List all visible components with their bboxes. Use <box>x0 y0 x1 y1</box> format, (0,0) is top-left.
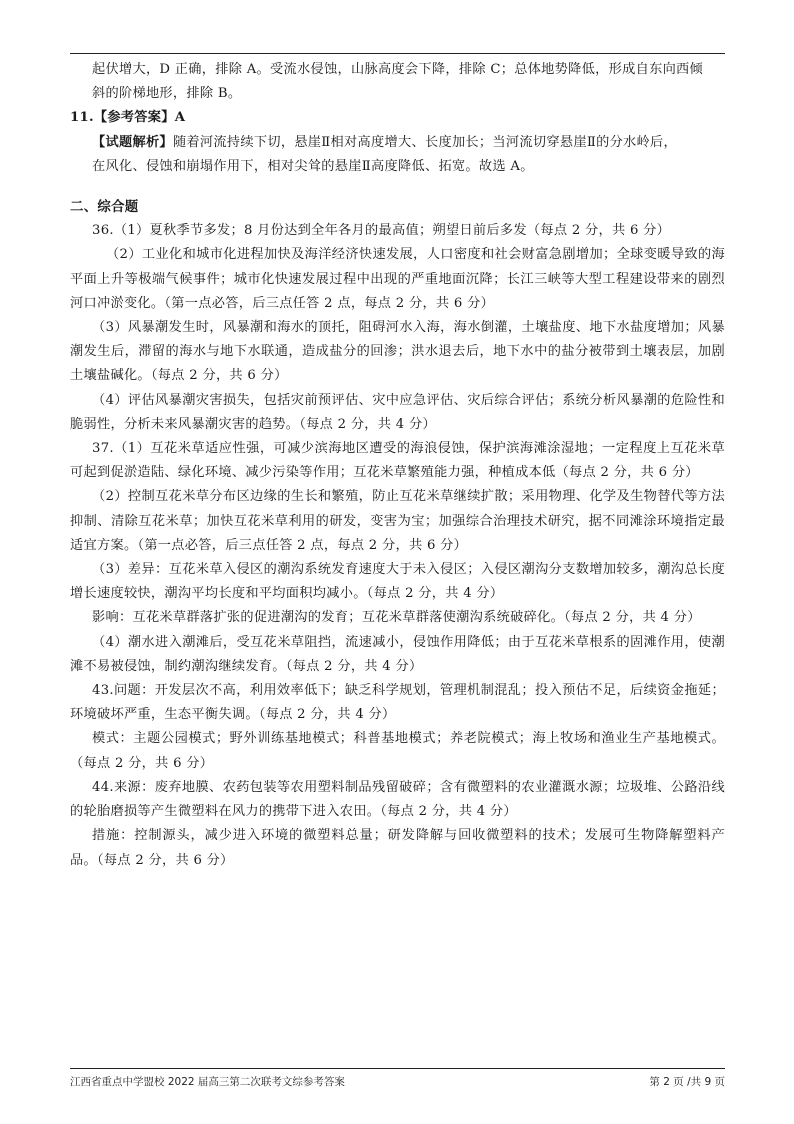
q37-part-2: （2）控制互花米草分布区边缘的生长和繁殖，防止互花米草继续扩散；采用物理、化学及生物替代等方法抑制、清除互花米草；加快互花米草利用的研发，变害为宝；加强综合治理技术研究，据不同滩涂环境指定最适宜方案。（第一点必答，后三点任答 2 点，每点 2 分，共 6 分） <box>70 489 725 553</box>
q43-problems: 43.问题：开发层次不高，利用效率低下；缺乏科学规划，管理机制混乱；投入预估不足，后续资金拖延；环境破坏严重，生态平衡失调。（每点 2 分，共 4 分） <box>70 683 725 723</box>
q10-tail-line-2: 斜的阶梯地形，排除 B。 <box>92 86 242 102</box>
footer-page-number: 第 2 页 /共 9 页 <box>649 1076 725 1088</box>
q36-part-1: 36.（1）夏秋季节多发；8 月份达到全年各月的最高值；朔望日前后多发（每点 2 分，共 6 分） <box>92 223 671 239</box>
q10-tail-line-1: 起伏增大，D 正确，排除 A。受流水侵蚀，山脉高度会下降，排除 C；总体地势降低，形成自东向西倾 <box>92 62 704 77</box>
q36-part-4: （4）评估风暴潮灾害损失，包括灾前预评估、灾中应急评估、灾后综合评估；系统分析风暴潮的危险性和脆弱性，分析未来风暴潮灾害的趋势。（每点 2 分，共 4 分） <box>70 392 725 432</box>
q11-analysis-line-2: 在风化、侵蚀和崩塌作用下，相对尖耸的悬崖Ⅱ高度降低、拓宽。故选 A。 <box>92 158 534 174</box>
analysis-tag: 【试题解析】 <box>92 134 173 150</box>
answer-content <box>70 58 725 873</box>
q37-part-3-impact: 影响：互花米草群落扩张的促进潮沟的发育；互花米草群落使潮沟系统破碎化。（每点 2 分，共 4 分） <box>92 610 701 626</box>
footer-exam-title: 江西省重点中学盟校 2022 届高三第二次联考文综参考答案 <box>70 1076 345 1088</box>
q44-sources: 44.来源：废弃地膜、农药包装等农用塑料制品残留破碎；含有微塑料的农业灌溉水源；垃圾堆、公路沿线的轮胎磨损等产生微塑料在风力的携带下进入农田。（每点 2 分，共 4 分） <box>70 779 725 820</box>
q37-part-4: （4）潮水进入潮滩后，受互花米草阻挡，流速减小，侵蚀作用降低；由于互花米草根系的固滩作用，使潮滩不易被侵蚀，制约潮沟继续发育。（每点 2 分，共 4 分） <box>70 634 725 674</box>
q11-analysis-line-1 <box>70 131 725 155</box>
q37-part-1: 37.（1）互花米草适应性强，可减少滨海地区遭受的海浪侵蚀，保护滨海滩涂湿地；一定程度上互花米草可起到促淤造陆、绿化环境、减少污染等作用；互花米草繁殖能力强，种植成本低（每点 2 分，共 6 分） <box>70 441 725 481</box>
q11-answer: 11.【参考答案】A <box>70 110 186 126</box>
footer-rule <box>70 1068 725 1069</box>
analysis-text: 随着河流持续下切，悬崖Ⅱ相对高度增大、长度加长；当河流切穿悬崖Ⅱ的分水岭后， <box>172 134 678 150</box>
section-title: 二、综合题 <box>70 199 139 216</box>
q44-measures: 措施：控制源头，减少进入环境的微塑料总量；研发降解与回收微塑料的技术；发展可生物降解塑料产品。（每点 2 分，共 6 分） <box>70 828 725 868</box>
q36-part-3: （3）风暴潮发生时，风暴潮和海水的顶托，阻碍河水入海，海水倒灌，土壤盐度、地下水盐度增加；风暴潮发生后，滞留的海水与地下水联通，造成盐分的回渗；洪水退去后，地下水中的盐分被带到土壤表层，加剧土壤盐碱化。（每点 2 分，共 6 分） <box>70 320 725 384</box>
q37-part-3-difference: （3）差异：互花米草入侵区的潮沟系统发育速度大于未入侵区；入侵区潮沟分支数增加较多，潮沟总长度增长速度较快，潮沟平均长度和平均面积均减小。（每点 2 分，共 4 分） <box>70 562 725 602</box>
q36-part-2: （2）工业化和城市化进程加快及海洋经济快速发展，人口密度和社会财富急剧增加；全球变暖导致的海平面上升等极端气候事件；城市化快速发展过程中出现的严重地面沉降；长江三峡等大型工程建设带来的剧烈河口冲淤变化。（第一点必答，后三点任答 2 点，每点 2 分，共 6 分） <box>70 247 725 311</box>
q43-modes: 模式：主题公园模式；野外训练基地模式；科普基地模式；养老院模式；海上牧场和渔业生产基地模式。（每点 2 分，共 6 分） <box>70 731 725 771</box>
header-rule <box>70 53 725 54</box>
